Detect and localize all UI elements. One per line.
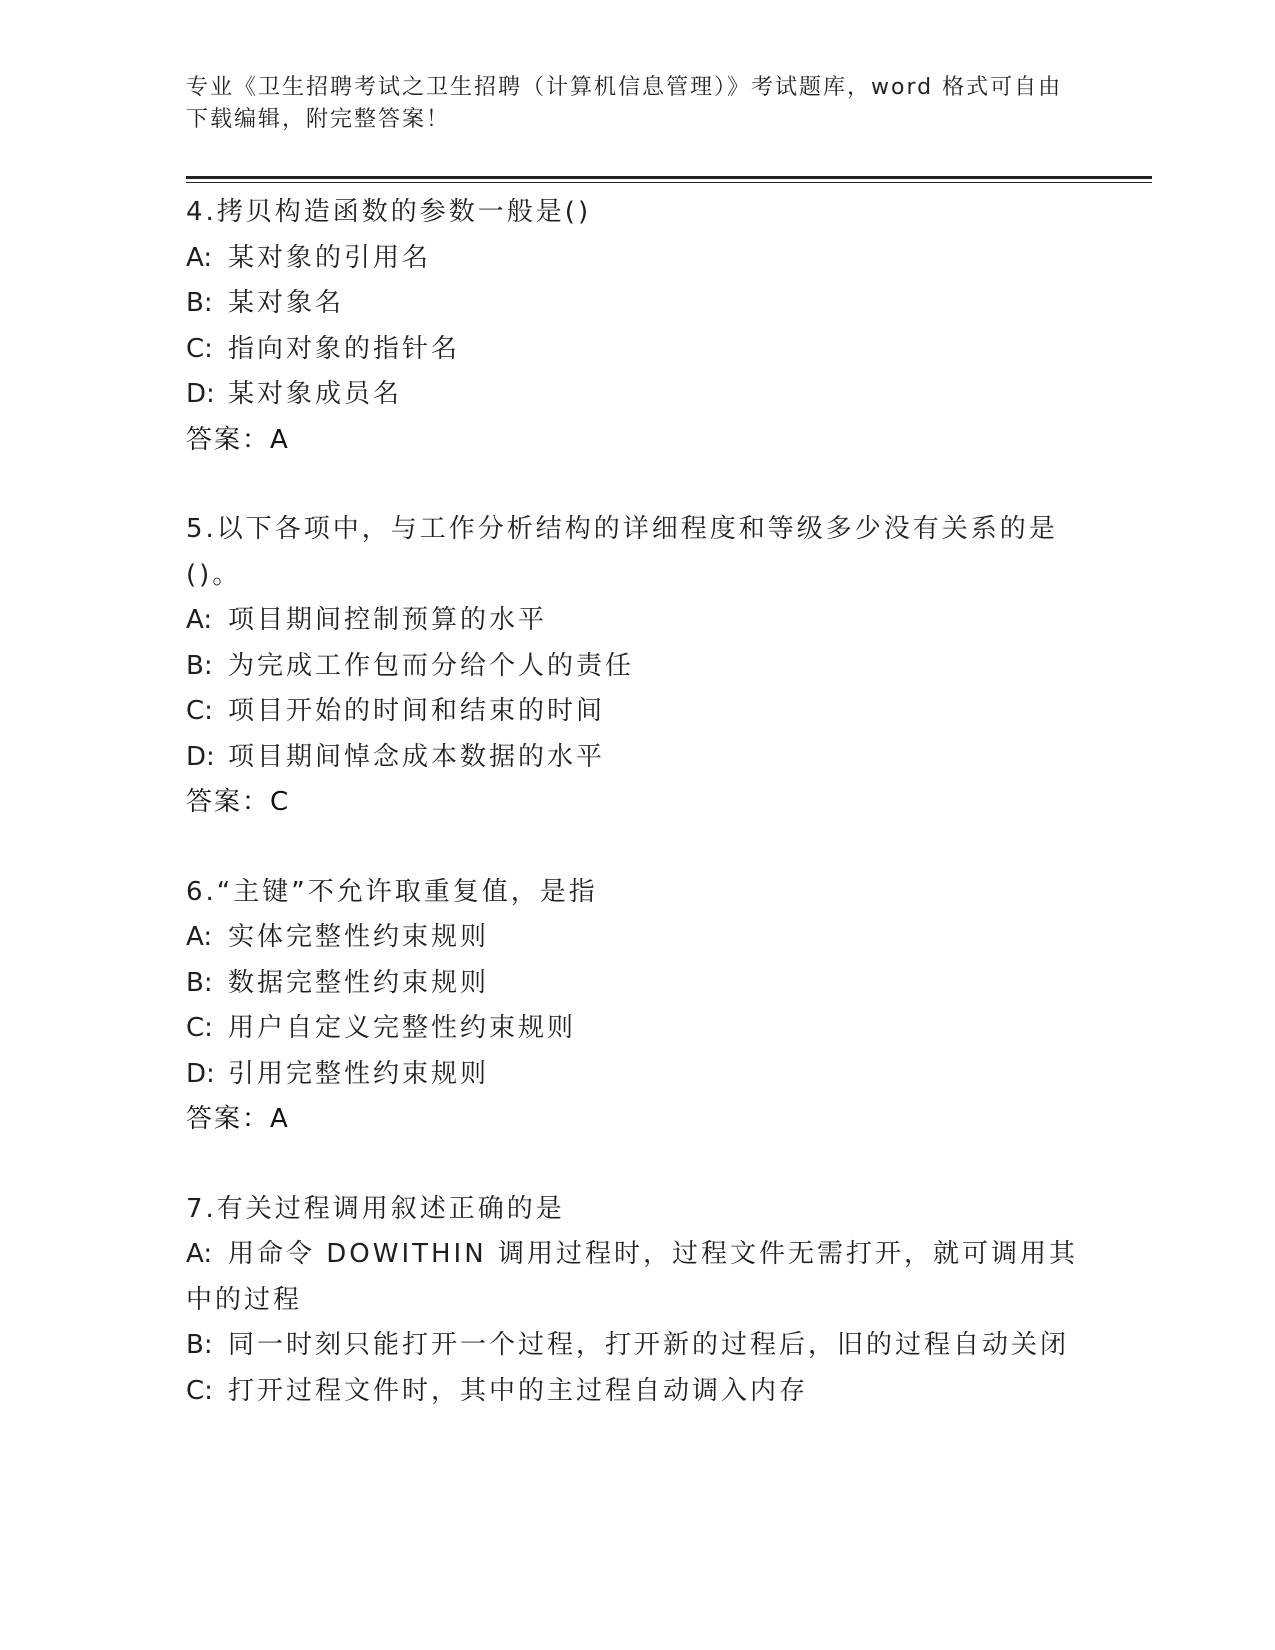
document-header: 专业《卫生招聘考试之卫生招聘（计算机信息管理）》考试题库，word 格式可自由下载编辑，附完整答案！ (186, 75, 1063, 132)
option-text: 某对象的引用名 (228, 242, 432, 273)
question-6 (186, 870, 1086, 1143)
option-c (186, 1369, 1086, 1415)
option-text: 某对象成员名 (228, 379, 403, 409)
option-c (186, 327, 1086, 373)
question-list (186, 190, 1086, 1458)
option-text: 实体完整性约束规则 (228, 922, 490, 952)
option-b (186, 281, 1086, 327)
option-key: C: (186, 1013, 213, 1043)
header-divider-thick (186, 176, 1152, 179)
option-a (186, 915, 1086, 961)
option-key: A: (186, 1239, 213, 1269)
option-text: 指向对象的指针名 (228, 333, 461, 364)
option-key: D: (186, 1058, 215, 1089)
answer-value: A (270, 424, 290, 455)
question-4 (186, 190, 1086, 463)
answer-line (186, 1097, 1086, 1143)
option-a (186, 598, 1086, 644)
option-key: D: (186, 379, 215, 409)
answer-value: C (270, 787, 291, 817)
option-text: 用户自定义完整性约束规则 (228, 1013, 577, 1043)
option-text: 用命令 DOWITHIN 调用过程时，过程文件无需打开，就可调用其中的过程 (186, 1239, 1078, 1315)
question-stem: 7.有关过程调用叙述正确的是 (186, 1193, 565, 1224)
option-key: B: (186, 967, 213, 998)
option-d (186, 372, 1086, 418)
option-c (186, 1006, 1086, 1052)
option-text: 引用完整性约束规则 (228, 1058, 490, 1089)
option-key: B: (186, 288, 213, 318)
option-key: C: (186, 1375, 213, 1406)
option-key: B: (186, 650, 213, 681)
option-key: C: (186, 333, 213, 364)
option-key: C: (186, 696, 213, 726)
header-divider-thin (186, 182, 1152, 183)
answer-line (186, 780, 1086, 826)
option-text: 项目开始的时间和结束的时间 (228, 696, 606, 726)
answer-label: 答案： (186, 1104, 271, 1134)
option-text: 为完成工作包而分给个人的责任 (228, 650, 635, 681)
option-b (186, 1323, 1086, 1369)
option-text: 项目期间控制预算的水平 (228, 605, 548, 635)
option-key: D: (186, 741, 215, 772)
option-d (186, 1052, 1086, 1098)
option-b (186, 644, 1086, 690)
question-stem: 4.拷贝构造函数的参数一般是() (186, 197, 592, 227)
option-text: 打开过程文件时，其中的主过程自动调入内存 (228, 1375, 809, 1406)
answer-value: A (270, 1104, 290, 1134)
question-5 (186, 507, 1086, 826)
option-key: A: (186, 242, 213, 273)
option-text: 某对象名 (228, 288, 345, 318)
option-text: 数据完整性约束规则 (228, 967, 490, 998)
option-d (186, 735, 1086, 781)
question-7 (186, 1187, 1086, 1415)
question-stem: 6.“主键”不允许取重复值，是指 (186, 876, 598, 907)
option-a (186, 1232, 1086, 1323)
option-b (186, 961, 1086, 1007)
question-stem: 5.以下各项中，与工作分析结构的详细程度和等级多少没有关系的是()。 (186, 514, 1058, 590)
option-key: A: (186, 605, 213, 635)
option-a (186, 236, 1086, 282)
option-text: 同一时刻只能打开一个过程，打开新的过程后，旧的过程自动关闭 (228, 1330, 1070, 1360)
option-key: B: (186, 1330, 213, 1360)
option-text: 项目期间悼念成本数据的水平 (228, 741, 606, 772)
answer-line (186, 418, 1086, 464)
answer-label: 答案： (186, 424, 271, 455)
option-key: A: (186, 922, 213, 952)
answer-label: 答案： (186, 787, 271, 817)
option-c (186, 689, 1086, 735)
